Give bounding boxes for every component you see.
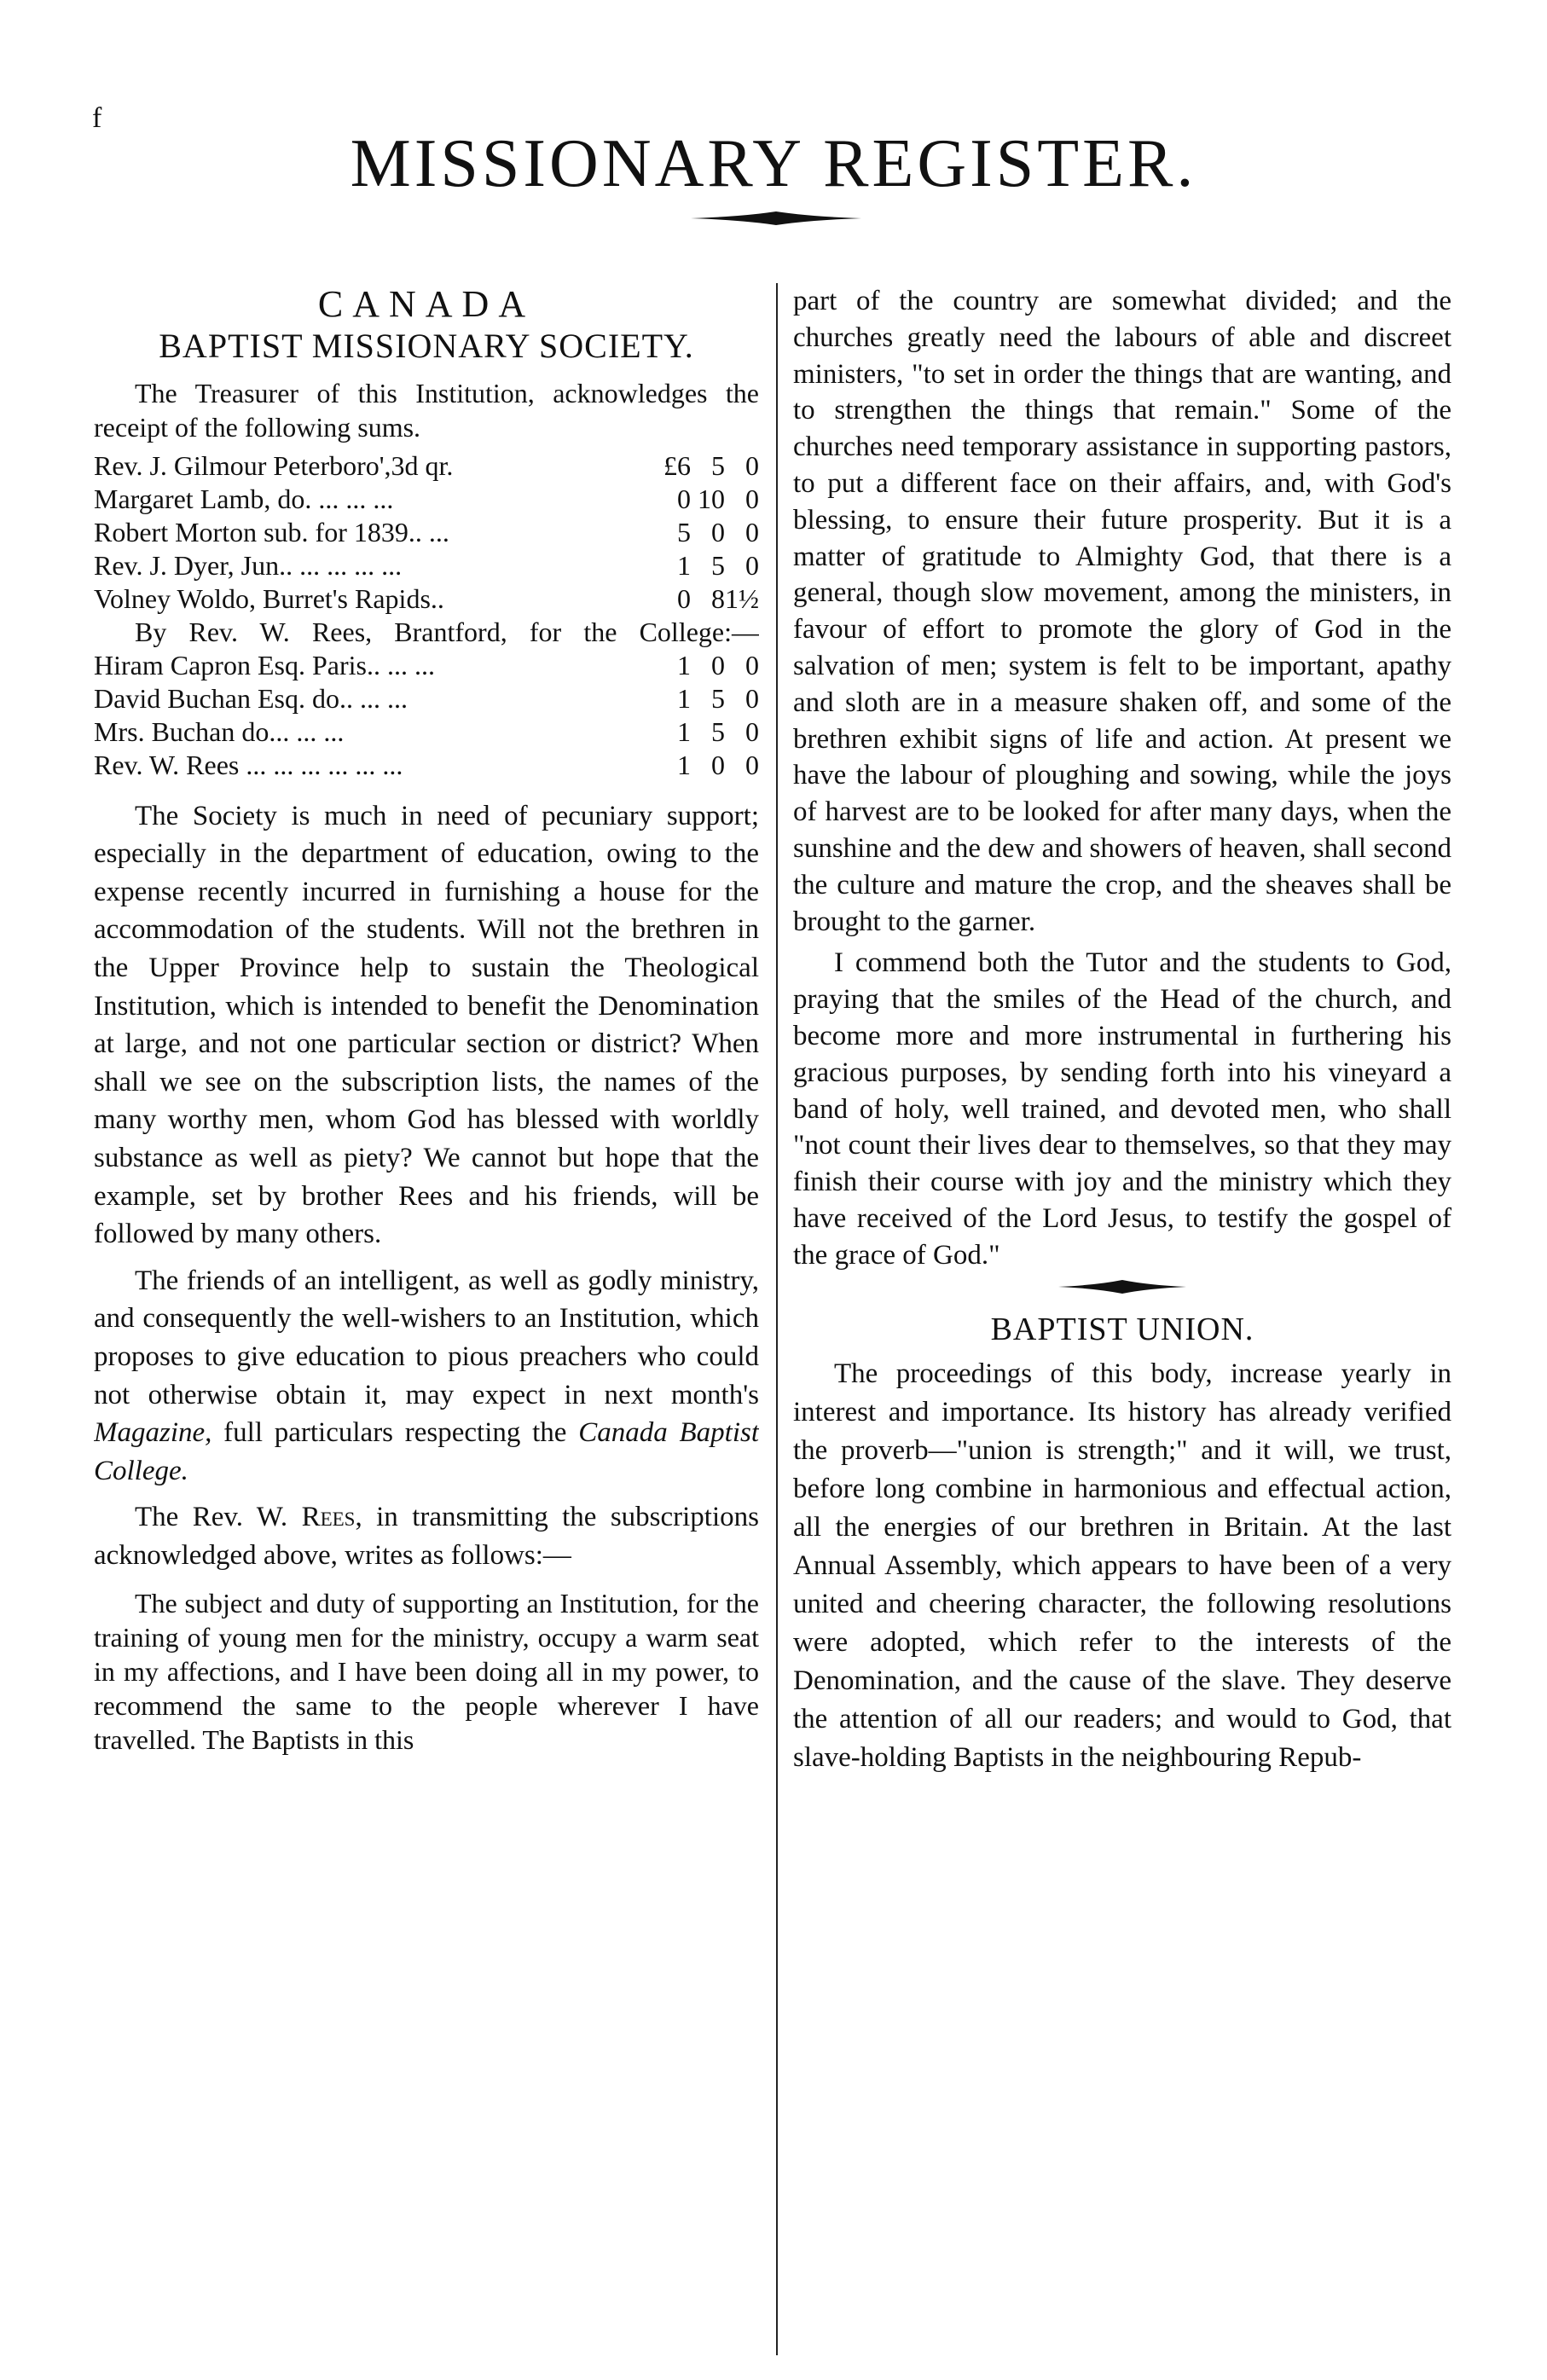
college-receipt-row [94, 749, 759, 782]
receipt-name: David Buchan Esq. do.. ... ... [94, 682, 408, 714]
college-name: Canada Baptist College. [94, 1417, 759, 1486]
friends-text-middle: full particulars respecting the [223, 1417, 567, 1449]
receipt-shillings: 5 [711, 715, 725, 747]
receipt-name: Robert Morton sub. for 1839.. ... [94, 516, 449, 547]
receipt-pence: 0 [745, 749, 759, 780]
friends-text-start: The friends of an intelligent, as well as godly ministry, and consequently the well-wishers to an Institution, which proposes to give education to pious preachers who could not otherwise obtain it, may expect in next month's [94, 1265, 759, 1410]
rees-prefix: The Rev. W. [135, 1502, 288, 1533]
receipt-pence: 1½ [725, 582, 759, 614]
receipt-pence: 0 [745, 516, 759, 547]
receipt-pounds: £6 [663, 449, 691, 481]
section-heading-society: BAPTIST MISSIONARY SOCIETY. [159, 326, 694, 365]
column-divider [776, 283, 778, 2355]
paragraph-rees [94, 1498, 759, 1574]
receipt-pounds: 1 [677, 682, 691, 714]
receipt-name: Mrs. Buchan do... ... ... [94, 715, 345, 747]
title-ornament-icon [691, 208, 861, 229]
receipt-pounds: 1 [677, 549, 691, 581]
college-receipts-table [94, 649, 759, 782]
college-receipt-row [94, 715, 759, 749]
receipt-pounds: 1 [677, 749, 691, 780]
paragraph-union: The proceedings of this body, increase yearly in interest and importance. Its history has already verified the proverb—"union is strength;" and it will, we trust, before long combine in harmonious and effectual action, all the energies of our brethren in Britain. At the last Annual Assembly, which appears to have been of a very united and cheering character, the following resolutions were adopted, which refer to the interests of the Denomination, and the cause of the slave. They deserve the attention of all our readers; and would to God, that slave-holding Baptists in the neighbouring Repub- [793, 1358, 1451, 1774]
quote-commend: I commend both the Tutor and the students to God, praying that the smiles of the Head of the church, and become more and more instrumental in furthering his gracious purposes, by sending forth into his vineyard a band of holy, well trained, and devoted men, who shall "not count their lives dear to themselves, so that they may finish their course with joy and the ministry which they have received of the Lord Jesus, to testify the gospel of the grace of God." [793, 947, 1451, 1271]
receipt-row [94, 449, 759, 483]
receipt-shillings: 10 [698, 483, 725, 514]
receipt-shillings: 5 [711, 449, 725, 481]
corner-mark: f [92, 102, 102, 134]
receipt-row [94, 483, 759, 516]
section-heading-union: BAPTIST UNION. [990, 1311, 1254, 1347]
receipt-row [94, 549, 759, 582]
receipt-pence: 0 [745, 715, 759, 747]
right-column [793, 283, 1451, 2364]
divider-ornament-icon [1058, 1277, 1186, 1296]
acknowledgement-text: The Treasurer of this Institution, acknowledges the receipt of the following sums. [94, 377, 759, 443]
receipt-shillings: 5 [711, 682, 725, 714]
receipt-shillings: 5 [711, 549, 725, 581]
receipt-pounds: 5 [677, 516, 691, 547]
left-column [94, 283, 759, 2364]
receipt-name: Margaret Lamb, do. ... ... ... [94, 483, 394, 514]
quote-continued: part of the country are somewhat divided; and the churches greatly need the labours of able and discreet ministers, "to set in order the things that are wanting, and to strengthen the things that remain." Some of the churches need temporary assistance in supporting pastors, to put a different face on their affairs, and, with God's blessing, to ensure their future prosperity. But it is a matter of gratitude to Almighty God, that there is a general, though slow movement, among the ministers, in favour of effort to promote the glory of God in the salvation of men; system is felt to be important, apathy and sloth are in a measure shaken off, and some of the brethren exhibit signs of life and action. At present we have the labour of ploughing and sowing, while the joys of harvest are to be looked for after many days, when the sunshine and the dew and showers of heaven, shall second the culture and mature the crop, and the sheaves shall be brought to the garner. [793, 286, 1451, 937]
paragraph-friends [94, 1262, 759, 1491]
rees-suffix: in transmitting the subscriptions acknowledged above, writes as follows:— [94, 1502, 759, 1571]
magazine-title: Magazine, [94, 1417, 212, 1449]
paragraph-society-need: The Society is much in need of pecuniary support; especially in the department of education, owing to the expense recently incurred in furnishing a house for the accommodation of the students. Will not the brethren in the Upper Province help to sustain the Theological Institution, which is intended to benefit the Denomination at large, and not one particular section or district? When shall we see on the subscription lists, the names of the many worthy men, whom God has blessed with worldly substance as well as piety? We cannot but hope that the example, set by brother Rees and his friends, will be followed by many others. [94, 800, 759, 1250]
receipt-name: Hiram Capron Esq. Paris.. ... ... [94, 649, 435, 680]
receipt-row [94, 516, 759, 549]
rees-name: Rees, [301, 1502, 362, 1533]
receipt-pence: 0 [745, 449, 759, 481]
college-note: By Rev. W. Rees, Brantford, for the College:— [135, 616, 759, 647]
receipt-shillings: 0 [711, 516, 725, 547]
quote-start: The subject and duty of supporting an Institution, for the training of young men for the ministry, occupy a warm seat in my affections, and I have been doing all in my power, to recommend the same to the people wherever I have travelled. The Baptists in this [94, 1588, 759, 1756]
section-heading-country: CANADA [317, 283, 536, 325]
receipt-name: Rev. J. Dyer, Jun.. ... ... ... ... [94, 549, 403, 581]
receipt-pounds: 0 [677, 582, 691, 614]
college-receipt-row [94, 649, 759, 682]
receipt-pence: 0 [745, 549, 759, 581]
receipt-shillings: 0 [711, 749, 725, 780]
receipt-name: Rev. J. Gilmour Peterboro',3d qr. [94, 449, 454, 481]
receipts-table [94, 449, 759, 616]
receipt-shillings: 0 [711, 649, 725, 680]
college-receipt-row [94, 682, 759, 715]
receipt-pence: 0 [745, 483, 759, 514]
receipt-pence: 0 [745, 682, 759, 714]
page-title: MISSIONARY REGISTER. [350, 125, 1197, 201]
section-divider [793, 1277, 1451, 1300]
receipt-pounds: 1 [677, 649, 691, 680]
receipt-shillings: 8 [711, 582, 725, 614]
receipt-row [94, 582, 759, 616]
receipt-pounds: 0 [677, 483, 691, 514]
receipt-pounds: 1 [677, 715, 691, 747]
receipt-name: Rev. W. Rees ... ... ... ... ... ... [94, 749, 403, 780]
receipt-name: Volney Woldo, Burret's Rapids.. [94, 582, 444, 614]
receipt-pence: 0 [745, 649, 759, 680]
